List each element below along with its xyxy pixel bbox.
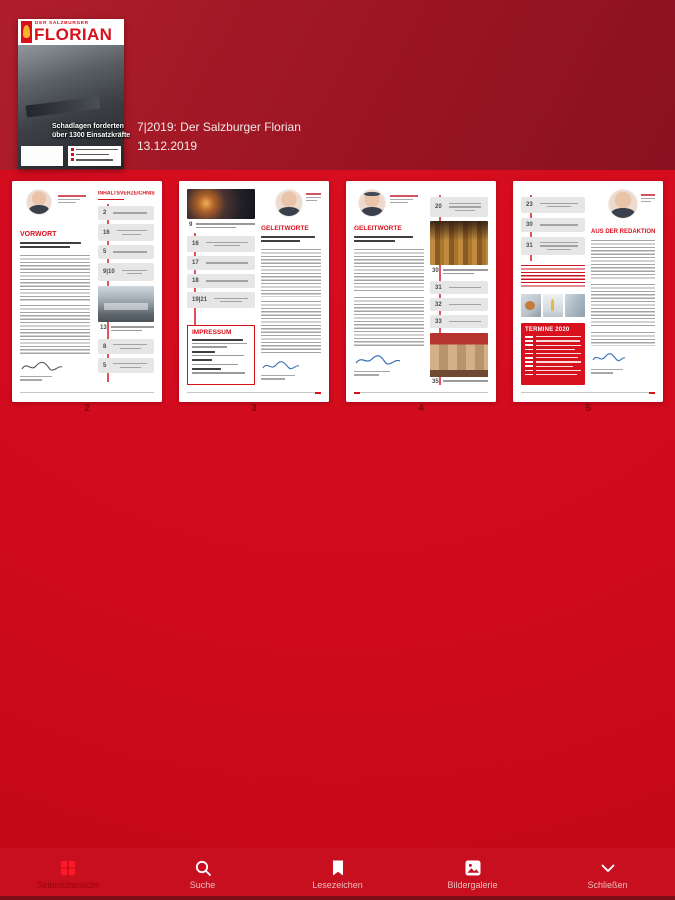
footer-mark — [315, 392, 321, 394]
footer-mark — [649, 392, 655, 394]
toc-photo-caption: 30 — [430, 268, 488, 276]
toc-photo-village — [98, 286, 154, 322]
section-heading-geleitworte: GELEITWORTE — [354, 225, 402, 232]
signature-blue — [591, 351, 627, 364]
gallery-photo-2 — [543, 294, 563, 317]
toolbar-label: Bildergalerie — [447, 880, 498, 890]
editorial-note-red-text — [521, 265, 585, 289]
page-number-label: 2 — [84, 403, 90, 414]
author-avatar — [26, 189, 52, 215]
toc-entry: 17 — [187, 256, 255, 270]
body-text — [591, 240, 655, 280]
toc-entry: 5 — [98, 358, 154, 373]
page-thumbnail-2[interactable] — [12, 181, 162, 402]
toolbar-item-suche[interactable] — [135, 848, 270, 900]
toc-entry: 9|10 — [98, 263, 154, 281]
cover-headline: Schadlagen forderten über 1300 Einsatzkräfte — [52, 123, 131, 139]
issue-header — [0, 0, 675, 170]
chevron-down-icon — [598, 857, 618, 879]
cover-address-box — [21, 146, 63, 166]
florian-flame-logo-icon — [21, 21, 32, 43]
page-thumbnail-5[interactable] — [513, 181, 663, 402]
toc-entry: 32 — [430, 298, 488, 311]
page-thumbnail-4[interactable] — [346, 181, 496, 402]
page-number-label: 5 — [585, 403, 591, 414]
article-subtitle — [354, 236, 416, 244]
pages-grid-icon — [58, 857, 78, 879]
toolbar-label: Suche — [189, 880, 216, 890]
author-avatar — [275, 189, 303, 217]
signature-blue — [261, 359, 301, 372]
page-thumbnail-3[interactable] — [179, 181, 329, 402]
toolbar-label: Seitenübersicht — [36, 880, 99, 890]
gallery-photo-1 — [521, 294, 541, 317]
toc-entry: 20 — [430, 197, 488, 217]
toolbar-item-schliessen[interactable] — [540, 848, 675, 900]
issue-title: 7|2019: Der Salzburger Florian — [137, 120, 301, 134]
termine-heading: TERMINE 2020 — [525, 327, 570, 333]
body-text — [354, 249, 424, 293]
issue-cover-thumbnail[interactable] — [18, 19, 131, 169]
gallery-icon — [463, 857, 483, 879]
impressum-box — [187, 325, 255, 385]
body-text — [591, 332, 655, 346]
body-text — [354, 297, 424, 347]
article-subtitle — [261, 236, 317, 244]
toc-photo-caption: 13 — [98, 325, 154, 333]
toc-entry: 16 — [187, 236, 255, 252]
article-subtitle — [20, 242, 84, 250]
author-avatar — [608, 189, 638, 219]
toc-entry: 31 — [521, 237, 585, 255]
toc-entry: 31 — [430, 281, 488, 294]
signature-caption — [354, 371, 390, 378]
toc-photo-fire — [187, 189, 255, 219]
search-icon — [193, 857, 213, 879]
body-text — [20, 255, 90, 301]
section-heading-vorwort: VORWORT — [20, 231, 57, 238]
gallery-photo-3 — [565, 294, 585, 317]
section-heading-geleitworte: GELEITWORTE — [261, 225, 309, 232]
signature-caption — [591, 369, 623, 376]
toc-entry: 5 — [98, 245, 154, 259]
section-heading-inhaltsverzeichnis: INHALTSVERZEICHNIS — [98, 191, 155, 197]
toc-entry: 2 — [98, 206, 154, 220]
issue-date: 13.12.2019 — [137, 139, 198, 153]
page-footer — [20, 392, 154, 393]
bookmark-icon — [328, 857, 348, 879]
toc-photo-crew — [430, 333, 488, 377]
signature-caption — [20, 376, 52, 383]
author-avatar — [358, 189, 386, 217]
toolbar-label: Lesezeichen — [312, 880, 363, 890]
cover-photo — [18, 45, 131, 169]
heading-rule — [98, 199, 124, 200]
signature — [20, 359, 64, 373]
author-name — [306, 193, 321, 203]
page-number-label: 4 — [418, 403, 424, 414]
toc-entry: 30 — [521, 218, 585, 232]
section-heading-aus-der-redaktion: AUS DER REDAKTION — [591, 229, 656, 235]
page-number-label: 3 — [251, 403, 257, 414]
bottom-edge-strip — [0, 896, 675, 900]
cover-masthead — [18, 19, 124, 45]
toolbar-item-lesezeichen[interactable] — [270, 848, 405, 900]
signature-blue — [354, 353, 402, 367]
cover-topics-box — [68, 146, 121, 166]
author-name — [641, 194, 655, 204]
toc-entry: 16 — [98, 224, 154, 241]
toc-entry: 18 — [187, 274, 255, 288]
footer-mark — [354, 392, 360, 394]
body-text — [261, 249, 321, 297]
toolbar-item-seitenuebersicht[interactable] — [0, 848, 135, 900]
author-name — [58, 195, 86, 205]
bottom-toolbar — [0, 848, 675, 900]
toc-entry: 33 — [430, 315, 488, 328]
toc-photo-helmets — [430, 221, 488, 265]
toolbar-label: Schließen — [587, 880, 628, 890]
toc-entry: 19|21 — [187, 292, 255, 308]
toc-photo-caption: 9 — [187, 222, 255, 230]
page-footer — [521, 392, 655, 393]
body-text — [261, 301, 321, 355]
section-heading-impressum: IMPRESSUM — [192, 329, 232, 336]
author-name — [390, 195, 418, 205]
toc-entry: 8 — [98, 339, 154, 354]
body-text — [591, 284, 655, 328]
cover-masthead-title: FLORIAN — [34, 25, 113, 44]
toc-photo-caption: 35 — [430, 379, 488, 385]
cover-masthead-top: DER SALZBURGER — [35, 21, 89, 26]
toolbar-item-bildergalerie[interactable] — [405, 848, 540, 900]
termine-box — [521, 323, 585, 385]
page-footer — [187, 392, 321, 393]
page-footer — [354, 392, 488, 393]
signature-caption — [261, 375, 295, 382]
body-text — [20, 305, 90, 355]
toc-entry: 23 — [521, 197, 585, 213]
